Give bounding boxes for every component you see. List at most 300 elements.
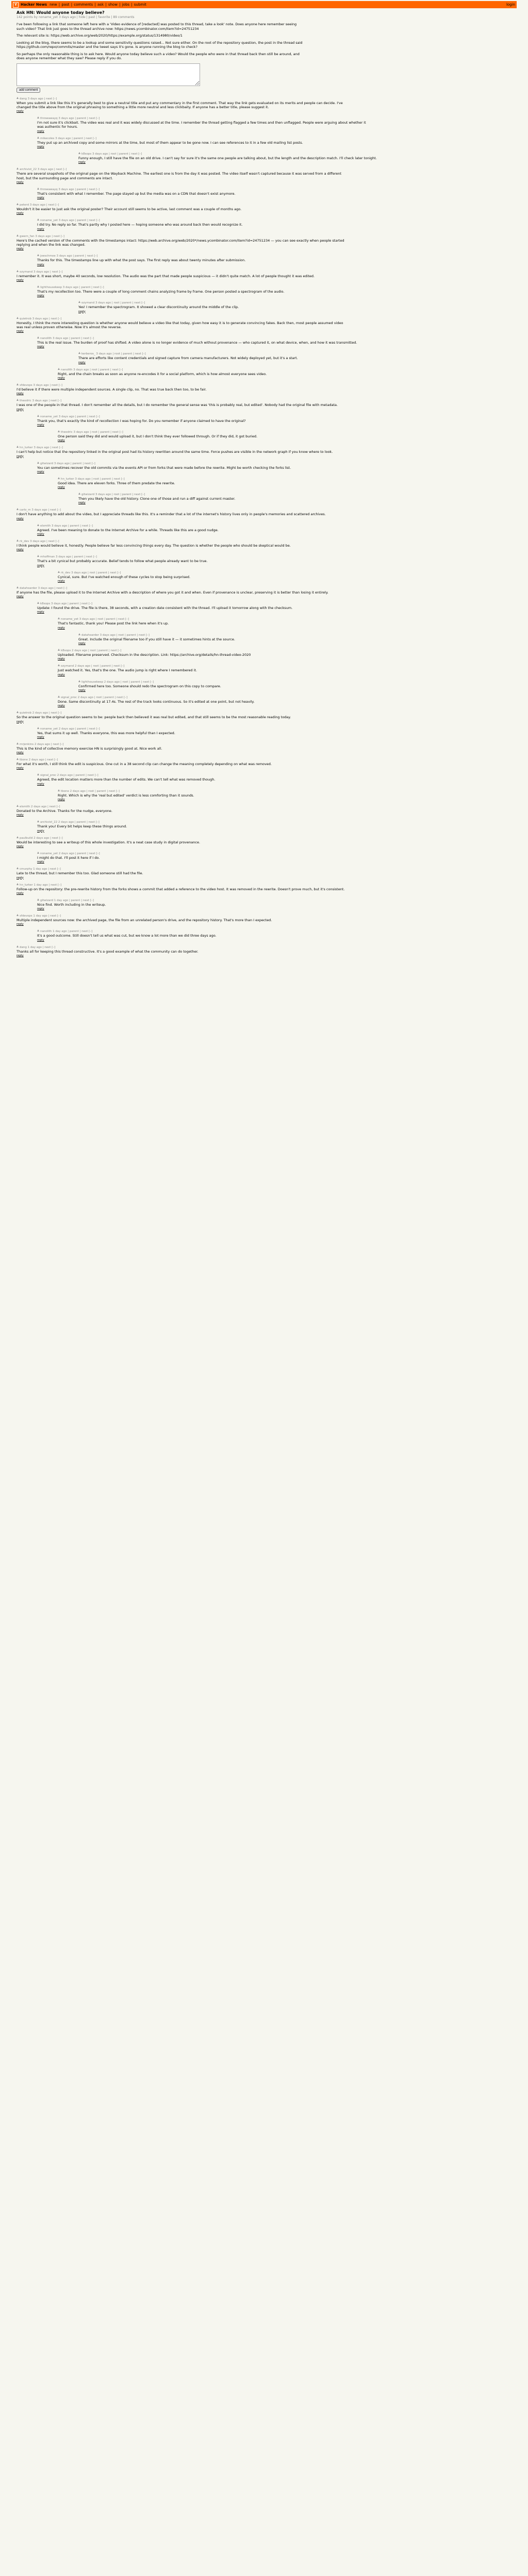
- comment-text: For what it's worth, I still think the edit is suspicious. One cut in a 38 second clip can change the meaning completely depending on what was removed.: [16, 762, 272, 767]
- comment-text: That's my recollection too. There were a couple of long comment chains analyzing frame by frame. One person posted a spectrogram of the audio.: [37, 289, 285, 294]
- comment-meta[interactable]: sfdevops 3 days ago | next [–]: [20, 384, 62, 387]
- comment-meta[interactable]: throwawayq 3 days ago | parent | next [–]: [40, 188, 100, 191]
- comment-text: Thanks for this. The timestamps line up with what the post says. The first reply was about twenty minutes after submission.: [37, 258, 246, 263]
- reply-link[interactable]: reply: [16, 595, 24, 599]
- comment-meta[interactable]: rk_dev 3 days ago | root | parent | next [–]: [61, 571, 121, 574]
- comment-text: Confirmed here too. Someone should redo the spectrogram on this copy to compare.: [78, 684, 221, 688]
- reply-link[interactable]: reply: [16, 392, 24, 396]
- upvote-arrow-icon[interactable]: [58, 649, 60, 651]
- nav-comments[interactable]: comments: [74, 3, 93, 7]
- comment: [37, 727, 512, 739]
- upvote-arrow-icon[interactable]: [37, 820, 39, 822]
- comment-header: [16, 383, 512, 387]
- reply-link[interactable]: reply: [16, 954, 24, 958]
- upvote-arrow-icon[interactable]: [37, 727, 39, 729]
- upvote-arrow-icon[interactable]: [16, 742, 19, 744]
- comment-text: Late to the thread, but I remember this too. Glad someone still had the file.: [16, 871, 143, 876]
- comment-meta[interactable]: hn_lurker 3 days ago | next [–]: [20, 446, 63, 450]
- comment: [16, 836, 512, 848]
- comment-text: When you submit a link like this it's generally best to give a neutral title and put any commentary in the first comment. That way the link gets evaluated on its merits and people can decide. I've changed the title above from the original phrasing to something a little more neutral and less clickbaity. If anyone has a better title, please suggest it.: [16, 100, 343, 109]
- comment-header: [37, 773, 512, 777]
- comment-text: If anyone has the file, please upload it to the Internet Archive with a description of where you got it and when. Even if provenance is unclear, preserving it is better than losing it entirely.: [16, 590, 328, 595]
- comment-header: [16, 167, 512, 171]
- comment-text: Follow-up on the repository: the pre-rewrite history from the forks shows a commit that added a reference to the video host. It was removed in the rewrite. Doesn't prove much, but it's consistent.: [16, 887, 345, 891]
- story-paragraph: Looking at the blog, there seems to be a lookup and some sensitivity questions raised... Not sure either. On the root of the repository question, the post in the thread said https://github.com/repo/commits/master and the tweet says it's gone. Is anyone running the blog to check?: [16, 40, 303, 49]
- comment-header: [78, 633, 512, 637]
- comment-header: [58, 368, 512, 371]
- upvote-arrow-icon[interactable]: [78, 633, 80, 635]
- upvote-arrow-icon[interactable]: [58, 617, 60, 619]
- upvote-arrow-icon[interactable]: [58, 664, 60, 666]
- reply-link[interactable]: reply: [58, 798, 65, 802]
- comment-text: Funny enough, I still have the file on an old drive. I can't say for sure it's the same one people are talking about, but the length and the description match. I'll check later tonight.: [78, 156, 377, 160]
- comment-meta[interactable]: noname_yet 3 days ago | root | parent | next [–]: [61, 618, 129, 621]
- comment-meta[interactable]: noname_yet 2 days ago | parent | next [–]: [40, 852, 100, 855]
- comment: [37, 929, 512, 941]
- reply-link[interactable]: reply: [78, 642, 86, 646]
- comment-header: [37, 462, 512, 465]
- comment: [37, 602, 512, 614]
- upvote-arrow-icon[interactable]: [78, 680, 80, 682]
- reply-link[interactable]: reply: [16, 720, 24, 723]
- comment-header: [37, 137, 512, 140]
- reply-link[interactable]: reply: [78, 501, 86, 505]
- comment-header: [58, 571, 512, 574]
- comment: [16, 742, 512, 754]
- comment: [16, 758, 512, 770]
- reply-link[interactable]: reply: [37, 860, 44, 864]
- comment-meta[interactable]: quietrob 2 days ago | next [–]: [20, 711, 62, 715]
- comment-header: [58, 696, 512, 699]
- upvote-arrow-icon[interactable]: [16, 270, 19, 272]
- comment-text: Here's the cached version of the comments with the timestamps intact: https://web.archive.org/web/2020*/news.ycombinator.com/item?id=24751234 — you can see exactly when people started replying and when the link was changed.: [16, 238, 344, 247]
- reply-link[interactable]: reply: [78, 161, 86, 164]
- comment-meta[interactable]: tbone 2 days ago | next [–]: [20, 758, 58, 762]
- comment-meta[interactable]: lighthousekeep 2 days ago | root | parent | next [–]: [81, 680, 154, 684]
- reply-link[interactable]: reply: [37, 735, 44, 739]
- comment-header: [37, 820, 512, 824]
- upvote-arrow-icon[interactable]: [37, 555, 39, 557]
- comment-textarea[interactable]: [16, 63, 200, 86]
- comment-text: Then you likely have the old history. Clone one of those and run a diff against current master.: [78, 497, 236, 501]
- comment-header: [78, 301, 512, 304]
- comment-text: Multiple independent sources now: the archived page, the file from an unrelated person's drive, and the repository history. That's more than I expected.: [16, 918, 272, 923]
- comment-meta[interactable]: ozymand 3 days ago | root | parent | next [–]: [81, 301, 145, 305]
- comment-meta[interactable]: nanolith 1 day ago | parent | next [–]: [40, 930, 93, 934]
- comment-meta[interactable]: elsmith 3 days ago | parent | next [–]: [40, 524, 93, 528]
- comment-header: [78, 152, 512, 156]
- login-link[interactable]: login: [506, 3, 515, 7]
- comment-header: [16, 914, 512, 918]
- comment-meta[interactable]: joeschmoe 3 days ago | parent | next [–]: [40, 255, 98, 258]
- comment: [37, 524, 512, 536]
- nav-past[interactable]: past: [61, 3, 70, 7]
- comment: [16, 234, 512, 251]
- reply-link[interactable]: reply: [16, 408, 24, 411]
- comment: [78, 352, 512, 364]
- comment: [16, 711, 512, 723]
- comment: [16, 317, 512, 333]
- nav-new[interactable]: new: [50, 3, 57, 7]
- comment-meta[interactable]: theodric 3 days ago | next [–]: [20, 399, 61, 403]
- reply-link[interactable]: reply: [37, 263, 44, 266]
- comment: [37, 415, 512, 427]
- comment: [78, 493, 512, 504]
- upvote-arrow-icon[interactable]: [37, 137, 39, 139]
- comment-meta[interactable]: mhoffman 3 days ago | parent | next [–]: [40, 555, 97, 559]
- comment-meta[interactable]: lighthousekeep 3 days ago | parent | next [–]: [40, 285, 104, 289]
- reply-link[interactable]: reply: [37, 470, 44, 473]
- reply-link[interactable]: reply: [16, 876, 24, 879]
- comment-header: [37, 727, 512, 731]
- top-bar: [11, 1, 517, 8]
- comment: [16, 167, 512, 184]
- comment-meta[interactable]: peterd 3 days ago | next [–]: [20, 204, 59, 207]
- reply-link[interactable]: reply: [37, 129, 44, 133]
- nav-show[interactable]: show: [108, 3, 118, 7]
- upvote-arrow-icon[interactable]: [37, 254, 39, 256]
- comment: [58, 571, 512, 583]
- comment-text: Right. Which is why the 'real but edited' verdict is less comforting than it sounds.: [58, 793, 194, 798]
- site-name[interactable]: Hacker News: [21, 3, 47, 7]
- comment-text: Donated to the Archive. Thanks for the nudge, everyone.: [16, 809, 112, 814]
- comment-text: Done. Same discontinuity at 17.4s. The rest of the track looks continuous. So it's edited at one point, but not heavily.: [58, 699, 255, 704]
- comment: [37, 116, 512, 133]
- comment-header: [58, 477, 512, 481]
- comment-meta[interactable]: signal_proc 2 days ago | root | parent | next [–]: [61, 696, 128, 699]
- upvote-arrow-icon[interactable]: [16, 883, 19, 885]
- comment-text: Thank you! Every bit helps keep these things around.: [37, 824, 127, 829]
- reply-link[interactable]: reply: [58, 439, 65, 443]
- comment: [16, 914, 512, 926]
- comment-header: [78, 493, 512, 496]
- comment-header: [16, 97, 512, 100]
- comment: [16, 383, 512, 395]
- reply-link[interactable]: reply: [37, 782, 44, 786]
- reply-link[interactable]: reply: [37, 907, 44, 911]
- comment-header: [37, 336, 512, 340]
- reply-link[interactable]: reply: [78, 310, 86, 313]
- comment-meta[interactable]: archivist_22 2 days ago | parent | next [–]: [40, 821, 100, 824]
- comment: [37, 137, 512, 148]
- upvote-arrow-icon[interactable]: [37, 773, 39, 775]
- reply-link[interactable]: reply: [78, 361, 86, 364]
- comment-header: [37, 415, 512, 418]
- upvote-arrow-icon[interactable]: [58, 430, 60, 432]
- comment-meta[interactable]: ozymand 2 days ago | root | parent | next [–]: [61, 665, 125, 668]
- comment: [16, 399, 512, 411]
- comment-header: [58, 617, 512, 621]
- reply-link[interactable]: reply: [58, 673, 65, 676]
- comment-text: That's a bit cynical but probably accurate. Belief tends to follow what people already want to be true.: [37, 559, 208, 564]
- upvote-arrow-icon[interactable]: [16, 508, 19, 510]
- upvote-arrow-icon[interactable]: [16, 383, 19, 385]
- comment-meta[interactable]: tbone 2 days ago | root | parent | next [–]: [61, 789, 120, 793]
- comment-text: This is the kind of collective memory exercise HN is surprisingly good at. Nice work all.: [16, 746, 162, 751]
- top-nav: new | past | comments | ask | show | jobs | submit: [50, 3, 146, 7]
- comment: [37, 336, 512, 348]
- reply-link[interactable]: reply: [37, 227, 44, 231]
- comment-text: I remember it. It was short, maybe 40 seconds, low resolution. The audio was the part that made people suspicious — it didn't quite match. A lot of people thought it was edited.: [16, 274, 315, 278]
- reply-link[interactable]: reply: [37, 611, 44, 614]
- comment-header: [16, 742, 512, 746]
- comment: [58, 664, 512, 676]
- comment-meta[interactable]: k8sops 2 days ago | root | parent | next [–]: [61, 649, 122, 653]
- upvote-arrow-icon[interactable]: [16, 711, 19, 713]
- comment-text: Honestly, I think the more interesting question is whether anyone would believe a video like that today, given how easy it is to generate convincing fakes. Back then, most people assumed video was real unless proven otherwise. Now it's almost the reverse.: [16, 320, 343, 329]
- upvote-arrow-icon[interactable]: [37, 285, 39, 287]
- comment-meta[interactable]: sfdevops 1 day ago | next [–]: [20, 914, 61, 918]
- page: [11, 1, 517, 2576]
- reply-link[interactable]: reply: [16, 278, 24, 282]
- upvote-arrow-icon[interactable]: [37, 415, 39, 417]
- nav-submit[interactable]: submit: [134, 3, 146, 7]
- comment: [78, 633, 512, 645]
- reply-link[interactable]: reply: [58, 626, 65, 630]
- comment: [16, 539, 512, 551]
- upvote-arrow-icon[interactable]: [37, 116, 39, 118]
- comment-meta[interactable]: rk_dev 3 days ago | next [–]: [20, 540, 59, 543]
- nav-jobs[interactable]: jobs: [122, 3, 130, 7]
- story-text: [16, 22, 305, 61]
- reply-link[interactable]: reply: [16, 180, 24, 184]
- comment-list: [11, 94, 517, 2576]
- reply-link[interactable]: reply: [78, 688, 86, 692]
- upvote-arrow-icon[interactable]: [37, 929, 39, 931]
- upvote-arrow-icon[interactable]: [37, 899, 39, 901]
- comment: [16, 270, 512, 282]
- comment-text: Just watched it. Yes, that's the one. The audio jump is right where I remembered it.: [58, 668, 197, 673]
- comment: [58, 649, 512, 660]
- reply-link[interactable]: reply: [37, 345, 44, 349]
- comment-header: [16, 758, 512, 761]
- reply-link[interactable]: reply: [37, 423, 44, 427]
- y-logo-icon[interactable]: Y: [13, 2, 19, 8]
- comment-meta[interactable]: noname_yet 3 days ago | parent | next [–]: [40, 415, 100, 418]
- comment-meta[interactable]: kerberos_ 3 days ago | root | parent | next [–]: [81, 352, 146, 356]
- story-title-text[interactable]: Ask HN: Would anyone today believe?: [16, 10, 105, 15]
- reply-link[interactable]: reply: [16, 814, 24, 817]
- comment-text: Wouldn't it be easier to just ask the original poster? Their account still seems to be active, last comment was a couple of months ago.: [16, 207, 242, 212]
- story-subline: 142 points by noname_yet 3 days ago | hide | past | favorite | 89 comments: [16, 15, 135, 19]
- upvote-arrow-icon[interactable]: [16, 586, 19, 588]
- comment-meta[interactable]: archivist_22 3 days ago | next [–]: [20, 168, 67, 172]
- comment-meta[interactable]: elsmith 2 days ago | next [–]: [20, 805, 60, 809]
- comment-meta[interactable]: hn_lurker 1 day ago | next [–]: [20, 883, 62, 887]
- comment-meta[interactable]: datahoarder 3 days ago | next [–]: [20, 586, 68, 590]
- reply-link[interactable]: reply: [16, 247, 24, 251]
- reply-link[interactable]: reply: [37, 564, 44, 567]
- comment-meta[interactable]: noname_yet 3 days ago | parent | next [–]: [40, 219, 100, 223]
- reply-link[interactable]: reply: [58, 657, 65, 661]
- comment-meta[interactable]: nanolith 3 days ago | root | parent | next [–]: [61, 368, 123, 371]
- comment: [37, 773, 512, 785]
- reply-link[interactable]: reply: [58, 579, 65, 583]
- upvote-arrow-icon[interactable]: [37, 852, 39, 854]
- comment-text: There are several snapshots of the original page on the Wayback Machine. The earliest one is from the day it was posted. The video itself wasn't captured because it was served from a different host, but the surrounding page and comments are intact.: [16, 172, 342, 180]
- comment: [37, 218, 512, 230]
- upvote-arrow-icon[interactable]: [16, 805, 19, 807]
- upvote-arrow-icon[interactable]: [58, 789, 60, 791]
- reply-link[interactable]: reply: [37, 938, 44, 942]
- reply-link[interactable]: reply: [37, 533, 44, 536]
- upvote-arrow-icon[interactable]: [16, 945, 19, 947]
- comment-text: It's a good outcome. Still doesn't tell us what was cut, but we know a lot more than we did three days ago.: [37, 934, 217, 938]
- comment-header: [58, 649, 512, 652]
- reply-link[interactable]: reply: [16, 751, 24, 755]
- comment-meta[interactable]: throwawayq 3 days ago | parent | next [–]: [40, 117, 100, 121]
- comment-text: That's fantastic, thank you! Please post the link here when it's up.: [58, 621, 169, 626]
- comment-header: [16, 234, 512, 238]
- comment-text: One person said they did and would upload it, but I don't think they ever followed through. Or if they did, it got buried.: [58, 434, 258, 438]
- comment-header: [37, 602, 512, 605]
- reply-link[interactable]: reply: [58, 486, 65, 489]
- comment: [16, 805, 512, 817]
- upvote-arrow-icon[interactable]: [37, 524, 39, 526]
- comment-header: [37, 555, 512, 558]
- upvote-arrow-icon[interactable]: [16, 539, 19, 541]
- upvote-arrow-icon[interactable]: [37, 188, 39, 190]
- comment-meta[interactable]: ozymand 3 days ago | next [–]: [20, 270, 63, 274]
- upvote-arrow-icon[interactable]: [37, 602, 39, 604]
- comment: [16, 203, 512, 215]
- upvote-arrow-icon[interactable]: [16, 914, 19, 916]
- comment-text: They put up an archived copy and some mirrors at the time, but most of them appear to be gone now. I can see references to it in a few old mailing list posts.: [37, 140, 303, 145]
- upvote-arrow-icon[interactable]: [16, 758, 19, 760]
- comment-header: [16, 203, 512, 207]
- comment-header: [58, 664, 512, 668]
- upvote-arrow-icon[interactable]: [78, 152, 80, 154]
- comment-header: [16, 945, 512, 949]
- reply-link[interactable]: reply: [16, 212, 24, 215]
- upvote-arrow-icon[interactable]: [58, 368, 60, 370]
- reply-link[interactable]: reply: [37, 145, 44, 148]
- comment-text: I think people would believe it, honestly. People believe far less convincing things every day. The question is whether the people who should be skeptical would be.: [16, 544, 291, 548]
- comment-header: [37, 116, 512, 120]
- comment: [78, 680, 512, 692]
- comment: [16, 883, 512, 895]
- upvote-arrow-icon[interactable]: [58, 571, 60, 573]
- comment-meta[interactable]: nanolith 3 days ago | parent | next [–]: [40, 337, 94, 341]
- upvote-arrow-icon[interactable]: [37, 462, 39, 464]
- comment-meta[interactable]: dang 3 days ago | next [–]: [20, 97, 57, 100]
- upvote-arrow-icon[interactable]: [16, 203, 19, 205]
- upvote-arrow-icon[interactable]: [16, 167, 19, 170]
- comment-header: [16, 270, 512, 274]
- reply-link[interactable]: reply: [58, 377, 65, 380]
- comment-text: I'm not sure it's clickbait. The video was real and it was widely discussed at the time. I remember the thread getting flagged a few times and then unflagged. People were arguing about whether it was authentic for hours.: [37, 121, 366, 129]
- comment-meta[interactable]: quietrob 3 days ago | next [–]: [20, 317, 62, 320]
- comment: [37, 462, 512, 473]
- comment: [16, 97, 512, 113]
- comment-header: [37, 254, 512, 258]
- reply-link[interactable]: reply: [16, 923, 24, 926]
- comment-text: I did try. No reply so far. That's partly why I posted here — hoping someone who was around back then would recognize it.: [37, 223, 243, 227]
- upvote-arrow-icon[interactable]: [16, 317, 19, 319]
- comment: [58, 617, 512, 629]
- reply-link[interactable]: reply: [37, 196, 44, 200]
- comment-meta[interactable]: gitwizard 1 day ago | parent | next [–]: [40, 899, 94, 902]
- comment-text: This is the real issue. The burden of proof has shifted. A video alone is no longer evidence of much without provenance — who captured it, on what device, when, and how it was transmitted.: [37, 341, 357, 345]
- reply-link[interactable]: reply: [37, 294, 44, 298]
- upvote-arrow-icon[interactable]: [37, 218, 39, 221]
- upvote-arrow-icon[interactable]: [37, 336, 39, 338]
- comment: [37, 285, 512, 297]
- story-title[interactable]: [16, 10, 512, 15]
- upvote-arrow-icon[interactable]: [16, 234, 19, 236]
- reply-link[interactable]: reply: [16, 330, 24, 333]
- comment-header: [16, 586, 512, 590]
- comment: [37, 852, 512, 863]
- comment-text: Nice find. Worth including in the writeup.: [37, 902, 106, 907]
- story-paragraph: So perhaps the only reasonable thing is to ask here. Would anyone today believe such a video? Would the people who were in that thread back then still be around, and does anyone remember what they saw? Please reply if you do.: [16, 52, 300, 60]
- comment-meta[interactable]: cmurphy 1 day ago | next [–]: [20, 868, 61, 871]
- reply-link[interactable]: reply: [16, 767, 24, 770]
- comment-meta[interactable]: gwern_fan 3 days ago | next [–]: [20, 234, 64, 238]
- reply-link[interactable]: reply: [16, 517, 24, 520]
- comment: [37, 254, 512, 266]
- upvote-arrow-icon[interactable]: [58, 477, 60, 479]
- comment-header: [37, 188, 512, 191]
- reply-link[interactable]: reply: [16, 844, 24, 848]
- comment-meta[interactable]: gitwizard 3 days ago | root | parent | next [–]: [81, 493, 145, 497]
- comment-meta[interactable]: paulbuild 2 days ago | next [–]: [20, 836, 63, 840]
- upvote-arrow-icon[interactable]: [16, 97, 19, 99]
- comment-text: Yes! I remember the spectrogram. It showed a clear discontinuity around the middle of the clip.: [78, 305, 239, 310]
- comment-meta[interactable]: mikecoles 3 days ago | parent | next [–]: [40, 137, 97, 140]
- comment-header: [37, 852, 512, 855]
- upvote-arrow-icon[interactable]: [58, 696, 60, 698]
- reply-link[interactable]: reply: [16, 548, 24, 552]
- comment-meta[interactable]: dang 1 day ago | next [–]: [20, 945, 56, 949]
- reply-link[interactable]: reply: [16, 454, 24, 458]
- upvote-arrow-icon[interactable]: [16, 836, 19, 838]
- comment: [16, 586, 512, 598]
- comment-meta[interactable]: mrjenkins 2 days ago | next [–]: [20, 742, 64, 746]
- comment-meta[interactable]: k8sops 3 days ago | parent | next [–]: [40, 602, 92, 606]
- comment-meta[interactable]: hn_lurker 3 days ago | root | parent | next [–]: [61, 477, 125, 481]
- reply-link[interactable]: reply: [16, 110, 24, 113]
- upvote-arrow-icon[interactable]: [78, 301, 80, 303]
- comment-header: [16, 446, 512, 449]
- upvote-arrow-icon[interactable]: [16, 867, 19, 869]
- comment-text: Thank you, that's exactly the kind of recollection I was hoping for. Do you remember if anyone claimed to have the original?: [37, 418, 246, 423]
- add-comment-button[interactable]: add comment: [16, 88, 40, 93]
- reply-link[interactable]: reply: [58, 704, 65, 708]
- upvote-arrow-icon[interactable]: [16, 399, 19, 401]
- comment: [78, 152, 512, 164]
- comment-meta[interactable]: noname_yet 2 days ago | parent | next [–]: [40, 727, 100, 731]
- comment-header: [16, 711, 512, 715]
- comment-meta[interactable]: carlo_m 3 days ago | next [–]: [20, 509, 61, 512]
- comment-text: You can sometimes recover the old commits via the events API or from forks that were made before the rewrite. Might be worth checking the forks list.: [37, 465, 291, 470]
- reply-link[interactable]: reply: [37, 829, 44, 833]
- comment-meta[interactable]: gitwizard 3 days ago | parent | next [–]: [40, 462, 95, 465]
- comment-meta[interactable]: k8sops 3 days ago | root | parent | next [–]: [81, 152, 142, 156]
- comment-meta[interactable]: signal_proc 2 days ago | parent | next [–]: [40, 774, 98, 777]
- comment: [37, 555, 512, 567]
- upvote-arrow-icon[interactable]: [78, 493, 80, 495]
- comment-meta[interactable]: theodric 3 days ago | root | parent | next [–]: [61, 430, 123, 434]
- reply-link[interactable]: reply: [16, 891, 24, 895]
- story-paragraph: The relevant site is: https://web.archive.org/web/2020/https://example.org/status/1314980/video/1: [16, 33, 183, 38]
- upvote-arrow-icon[interactable]: [78, 352, 80, 354]
- upvote-arrow-icon[interactable]: [16, 446, 19, 448]
- comment-meta[interactable]: datahoarder 3 days ago | root | parent | next [–]: [81, 633, 150, 637]
- comment-text: Would be interesting to see a writeup of this whole investigation. It's a neat case study in digital provenance.: [16, 840, 201, 844]
- nav-ask[interactable]: ask: [97, 3, 104, 7]
- comment-header: [37, 218, 512, 222]
